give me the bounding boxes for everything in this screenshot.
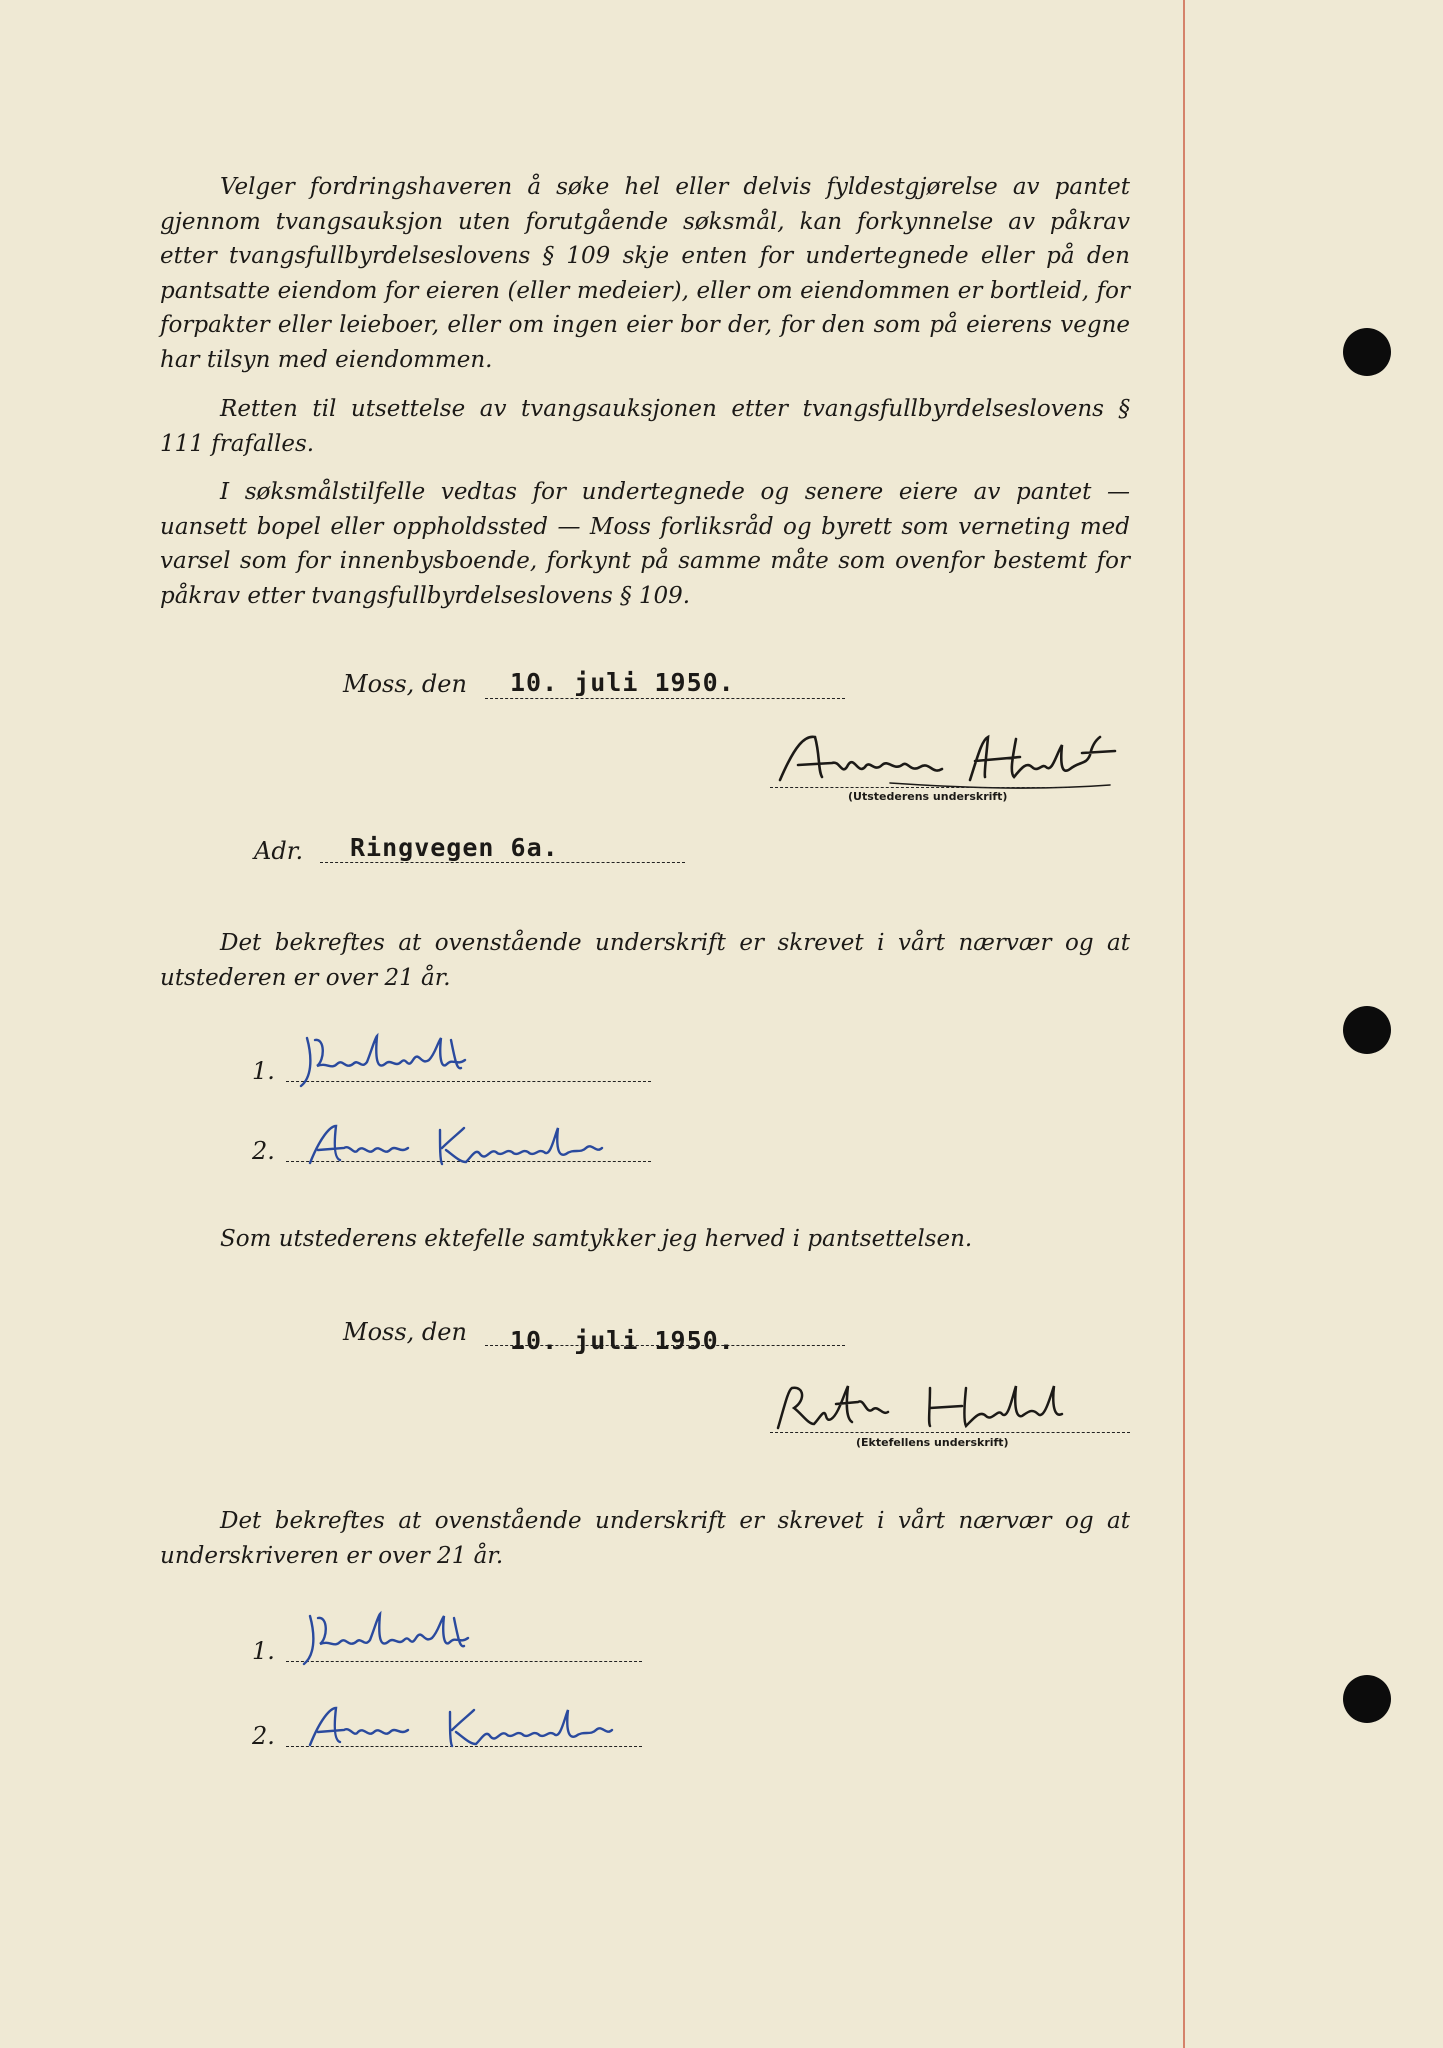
- witness-1-number: 1.: [252, 1057, 275, 1085]
- witness-1-signature: [295, 1030, 535, 1090]
- issuer-signature-caption: (Utstederens underskrift): [848, 790, 1008, 803]
- witness-4-number: 2.: [252, 1722, 275, 1750]
- spouse-signature-caption: (Ektefellens underskrift): [856, 1436, 1009, 1449]
- spouse-place-label: Moss, den: [343, 1318, 467, 1346]
- witness-4-signature: [300, 1700, 720, 1755]
- issuer-signature-line: [770, 787, 1070, 788]
- witness-2-signature: [300, 1118, 700, 1173]
- paragraph-venue: I søksmålstilfelle vedtas for undertegnede og senere eiere av pantet — uansett bopel eller oppholdssted — Moss forliksråd og byrett som verneting med varsel som for innenbysboende, forkynt på samme måte som ovenfor bestemt for påkrav etter tvangsfullbyrdelseslovens § 109.: [160, 479, 1130, 609]
- issuer-signature: [770, 725, 1170, 795]
- paragraph-spouse-consent: Som utstederens ektefelle samtykker jeg herved i pantsettelsen.: [220, 1226, 973, 1252]
- paragraph-postponement: Retten til utsettelse av tvangsauksjonen etter tvangsfullbyrdelseslovens § 111 frafalles.: [160, 396, 1130, 457]
- address-label: Adr.: [254, 837, 304, 865]
- paragraph-witness-confirm-1: Det bekreftes at ovenstående underskrift er skrevet i vårt nærvær og at utstederen er over 21 år.: [160, 930, 1130, 991]
- paragraph-witness-confirm-2: Det bekreftes at ovenstående underskrift er skrevet i vårt nærvær og at underskriveren er over 21 år.: [160, 1508, 1130, 1569]
- witness-2-number: 2.: [252, 1137, 275, 1165]
- punch-hole: [1343, 1675, 1391, 1723]
- issuer-date: 10. juli 1950.: [510, 668, 735, 697]
- spouse-date: 10. juli 1950.: [510, 1326, 735, 1355]
- witness-3-signature: [298, 1608, 538, 1668]
- punch-hole: [1343, 328, 1391, 376]
- issuer-place-label: Moss, den: [343, 670, 467, 698]
- paragraph-enforcement: Velger fordringshaveren å søke hel eller delvis fyldestgjørelse av pantet gjennom tvangsauksjon uten forutgående søksmål, kan forkynnelse av påkrav etter tvangsfullbyrdelseslovens § 109 skje enten for undertegnede eller på den pantsatte eiendom for eieren (eller medeier), eller om eiendommen er bortleid, for forpakter eller leieboer, eller om ingen eier bor der, for den som på eierens vegne har tilsyn med eiendommen.: [160, 174, 1130, 373]
- spouse-signature-line: [770, 1432, 1130, 1433]
- margin-line: [1183, 0, 1185, 2048]
- address-line: [320, 862, 685, 863]
- witness-3-number: 1.: [252, 1637, 275, 1665]
- issuer-date-line: [485, 698, 845, 699]
- address-value: Ringvegen 6a.: [350, 833, 559, 862]
- punch-hole: [1343, 1006, 1391, 1054]
- spouse-signature: [770, 1378, 1130, 1438]
